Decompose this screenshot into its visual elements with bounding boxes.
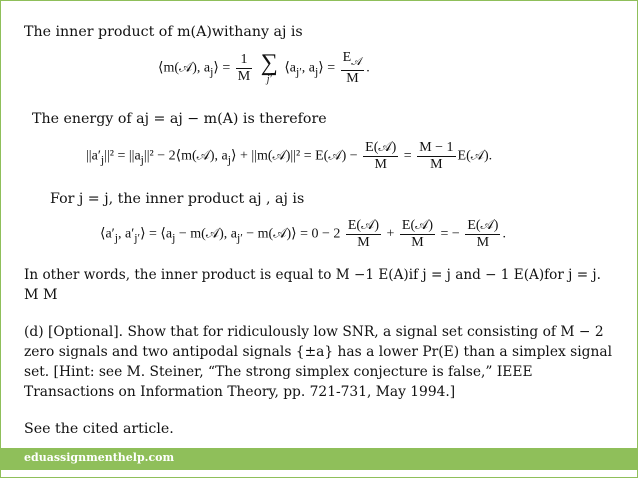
eq3-frac3 bbox=[465, 218, 500, 251]
eq1-frac-num: 1 bbox=[236, 52, 252, 69]
eq2-frac1 bbox=[363, 140, 398, 173]
eq1-lhs-end: ⟩ = bbox=[213, 60, 231, 76]
eq2-part1: ||a′ bbox=[86, 148, 101, 164]
eq1-rhs-num bbox=[341, 50, 365, 71]
eq2-frac1-num: E(𝒜) bbox=[365, 140, 397, 155]
eq3-frac3-den: M bbox=[476, 235, 490, 250]
eq3-frac3-num: E(𝒜) bbox=[467, 218, 499, 233]
eq3-part1: ⟨a′ bbox=[100, 226, 115, 242]
eq1-mid2: , a bbox=[301, 60, 316, 76]
eq2-frac2 bbox=[417, 140, 455, 173]
eq1-mid-end: ⟩ = bbox=[318, 60, 336, 76]
eq3-frac2 bbox=[400, 218, 435, 251]
energy-text: The energy of aj = aj − m(A) is therefore bbox=[32, 111, 327, 127]
for-text: For j = j, the inner product aj , aj is bbox=[50, 191, 305, 207]
eq1-rhs-frac bbox=[341, 50, 365, 87]
eq1-rhs-num-e: E bbox=[342, 50, 352, 65]
other-words-line-1: In other words, the inner product is equal to M −1 E(A)if j = j and − 1 E(A)for j = j. bbox=[24, 267, 601, 283]
eq3-end: . bbox=[502, 226, 506, 242]
eq2-sub2: j bbox=[140, 153, 144, 167]
sigma-symbol: ∑ bbox=[260, 50, 278, 77]
eq2-sub3: j bbox=[227, 153, 232, 167]
eq1-rhs-den: M bbox=[346, 70, 359, 86]
eq1-end: . bbox=[366, 60, 370, 76]
equation-2 bbox=[86, 140, 492, 173]
eq1-frac bbox=[236, 52, 252, 85]
eq3-part3: ⟩ = ⟨a bbox=[140, 226, 173, 242]
equation-1 bbox=[158, 50, 370, 87]
eq3-sub4: j′ bbox=[236, 231, 243, 245]
eq3-sub1: j bbox=[114, 231, 118, 245]
eq1-mid-sub: j′ bbox=[296, 65, 302, 79]
eq1-rhs-num-sub: 𝒜 bbox=[351, 54, 363, 68]
eq3-equals: = − bbox=[440, 226, 460, 242]
eq1-mid: ⟨a bbox=[284, 60, 296, 76]
footer-website-link[interactable]: eduassignmenthelp.com bbox=[24, 451, 175, 464]
eq1-sum-sub: j′ bbox=[266, 74, 272, 86]
eq1-lhs: ⟨m(𝒜), a bbox=[158, 60, 211, 76]
eq1-lhs-sub: j bbox=[210, 65, 214, 79]
see-cited-text: See the cited article. bbox=[24, 421, 174, 437]
eq3-sub3: j bbox=[172, 231, 176, 245]
eq2-frac2-num: M − 1 bbox=[419, 140, 454, 155]
eq3-frac1-num: E(𝒜) bbox=[347, 218, 379, 233]
equation-3 bbox=[100, 218, 506, 251]
eq3-sub2: j′ bbox=[134, 231, 141, 245]
eq1-mid2-sub: j bbox=[315, 65, 319, 79]
eq1-sum bbox=[261, 51, 278, 85]
optional-paragraph: (d) [Optional]. Show that for ridiculously low SNR, a signal set consisting of M − 2 zero signals and two antipodal signals {±a} has a lower Pr(E) than a simplex signal set. [Hint: see M. Steiner, “The strong simplex conjecture is false,” IEEE Transactions on Information Theory, pp. 721-731, May 1994.] bbox=[24, 324, 613, 400]
eq2-frac2-den: M bbox=[430, 157, 443, 172]
eq3-frac1 bbox=[346, 218, 381, 251]
eq2-part2: ||² = ||a bbox=[104, 148, 141, 164]
eq3-plus: + bbox=[386, 226, 395, 242]
other-words-line-2: M M bbox=[24, 287, 58, 303]
eq3-frac2-num: E(𝒜) bbox=[401, 218, 434, 233]
eq3-part5: − m(𝒜)⟩ = 0 − 2 bbox=[242, 226, 341, 242]
eq2-sub1: j bbox=[100, 153, 105, 167]
eq2-equals: = bbox=[403, 148, 412, 164]
eq1-frac-den: M bbox=[237, 68, 251, 84]
eq2-part4: ⟩ + ||m(𝒜)||² = E(𝒜) − bbox=[231, 148, 358, 164]
eq3-part4: − m(𝒜), a bbox=[175, 226, 237, 242]
intro-text: The inner product of m(A)withany aj is bbox=[24, 24, 303, 40]
eq3-part2: , a′ bbox=[118, 226, 135, 242]
eq3-frac1-den: M bbox=[357, 235, 370, 250]
eq2-part3: ||² − 2⟨m(𝒜), a bbox=[143, 148, 228, 164]
eq3-frac2-den: M bbox=[411, 235, 424, 250]
eq2-end: E(𝒜). bbox=[457, 148, 493, 164]
eq2-frac1-den: M bbox=[374, 157, 387, 172]
